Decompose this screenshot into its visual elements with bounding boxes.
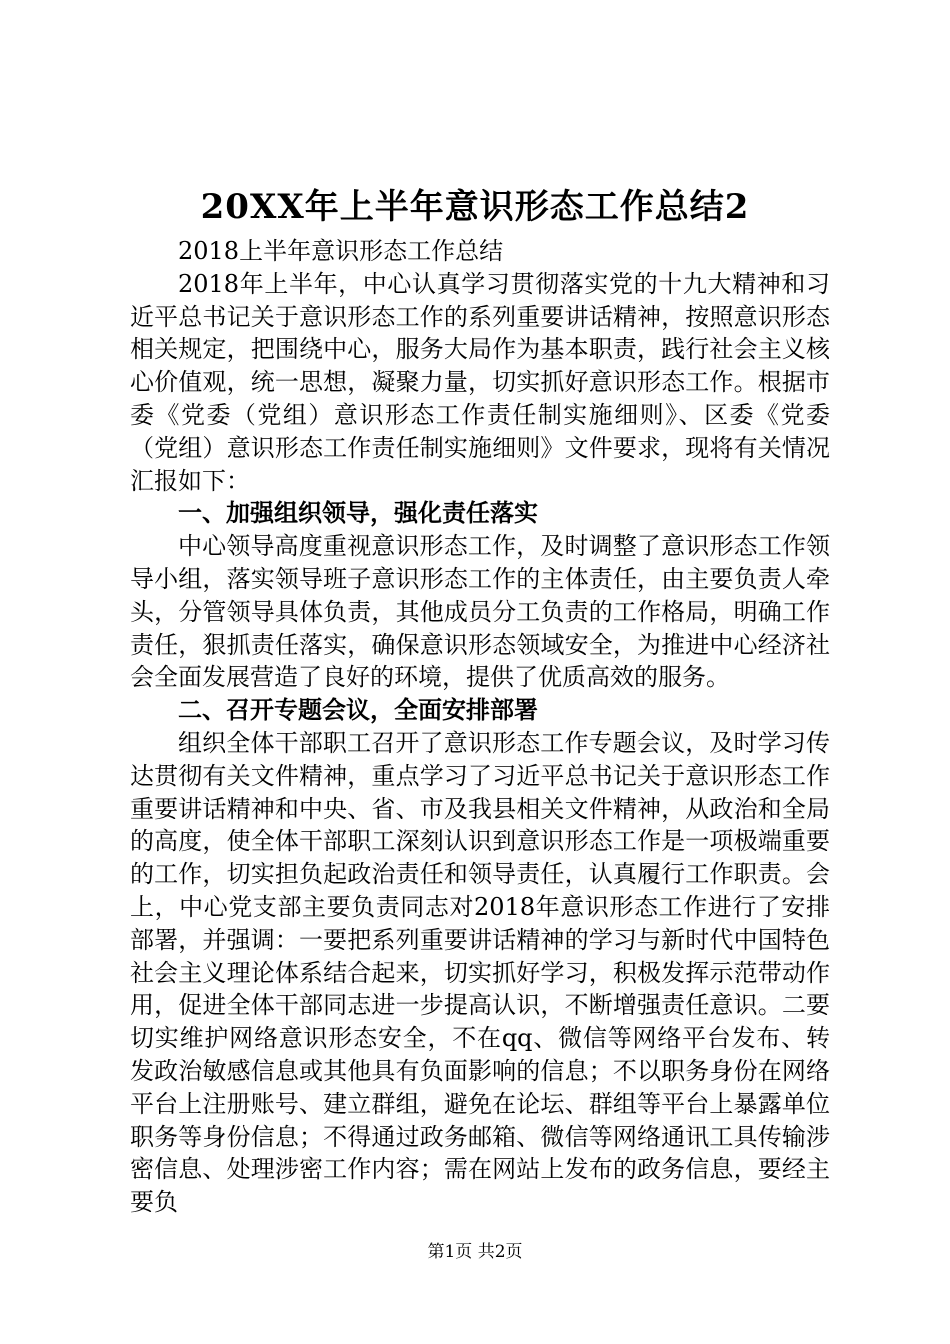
section-2-paragraph: 组织全体干部职工召开了意识形态工作专题会议，及时学习传达贯彻有关文件精神，重点学习了习近平总书记关于意识形态工作重要讲话精神和中央、省、市及我县相关文件精神，从政治和全局的高度，使全体干部职工深刻认识到意识形态工作是一项极端重要的工作，切实担负起政治责任和领导责任，认真履行工作职责。会上，中心党支部主要负责同志对2018年意识形态工作进行了安排部署，并强调：一要把系列重要讲话精神的学习与新时代中国特色社会主义理论体系结合起来，切实抓好学习，积极发挥示范带动作用，促进全体干部同志进一步提高认识，不断增强责任意识。二要切实维护网络意识形态安全，不在qq、微信等网络平台发布、转发政治敏感信息或其他具有负面影响的信息；不以职务身份在网络平台上注册账号、建立群组，避免在论坛、群组等平台上暴露单位职务等身份信息；不得通过政务邮箱、微信等网络通讯工具传输涉密信息、处理涉密工作内容；需在网站上发布的政务信息，要经主要负 bbox=[130, 728, 830, 1217]
section-1-heading: 一、加强组织领导，强化责任落实 bbox=[178, 498, 538, 528]
document-subtitle: 2018上半年意识形态工作总结 bbox=[178, 237, 504, 265]
document-title: 20XX年上半年意识形态工作总结2 bbox=[200, 187, 750, 227]
intro-paragraph: 2018年上半年，中心认真学习贯彻落实党的十九大精神和习近平总书记关于意识形态工作的系列重要讲话精神，按照意识形态相关规定，把围绕中心，服务大局作为基本职责，践行社会主义核心价值观，统一思想，凝聚力量，切实抓好意识形态工作。根据市委《党委（党组）意识形态工作责任制实施细则》、区委《党委（党组）意识形态工作责任制实施细则》文件要求，现将有关情况汇报如下： bbox=[130, 269, 830, 495]
document-body bbox=[130, 235, 830, 1219]
page-footer: 第1页 共2页 bbox=[427, 1242, 523, 1262]
section-2-heading: 二、召开专题会议，全面安排部署 bbox=[178, 695, 538, 725]
section-1-paragraph: 中心领导高度重视意识形态工作，及时调整了意识形态工作领导小组，落实领导班子意识形态工作的主体责任，由主要负责人牵头，分管领导具体负责，其他成员分工负责的工作格局，明确工作责任，狠抓责任落实，确保意识形态领域安全，为推进中心经济社会全面发展营造了良好的环境，提供了优质高效的服务。 bbox=[130, 532, 830, 692]
